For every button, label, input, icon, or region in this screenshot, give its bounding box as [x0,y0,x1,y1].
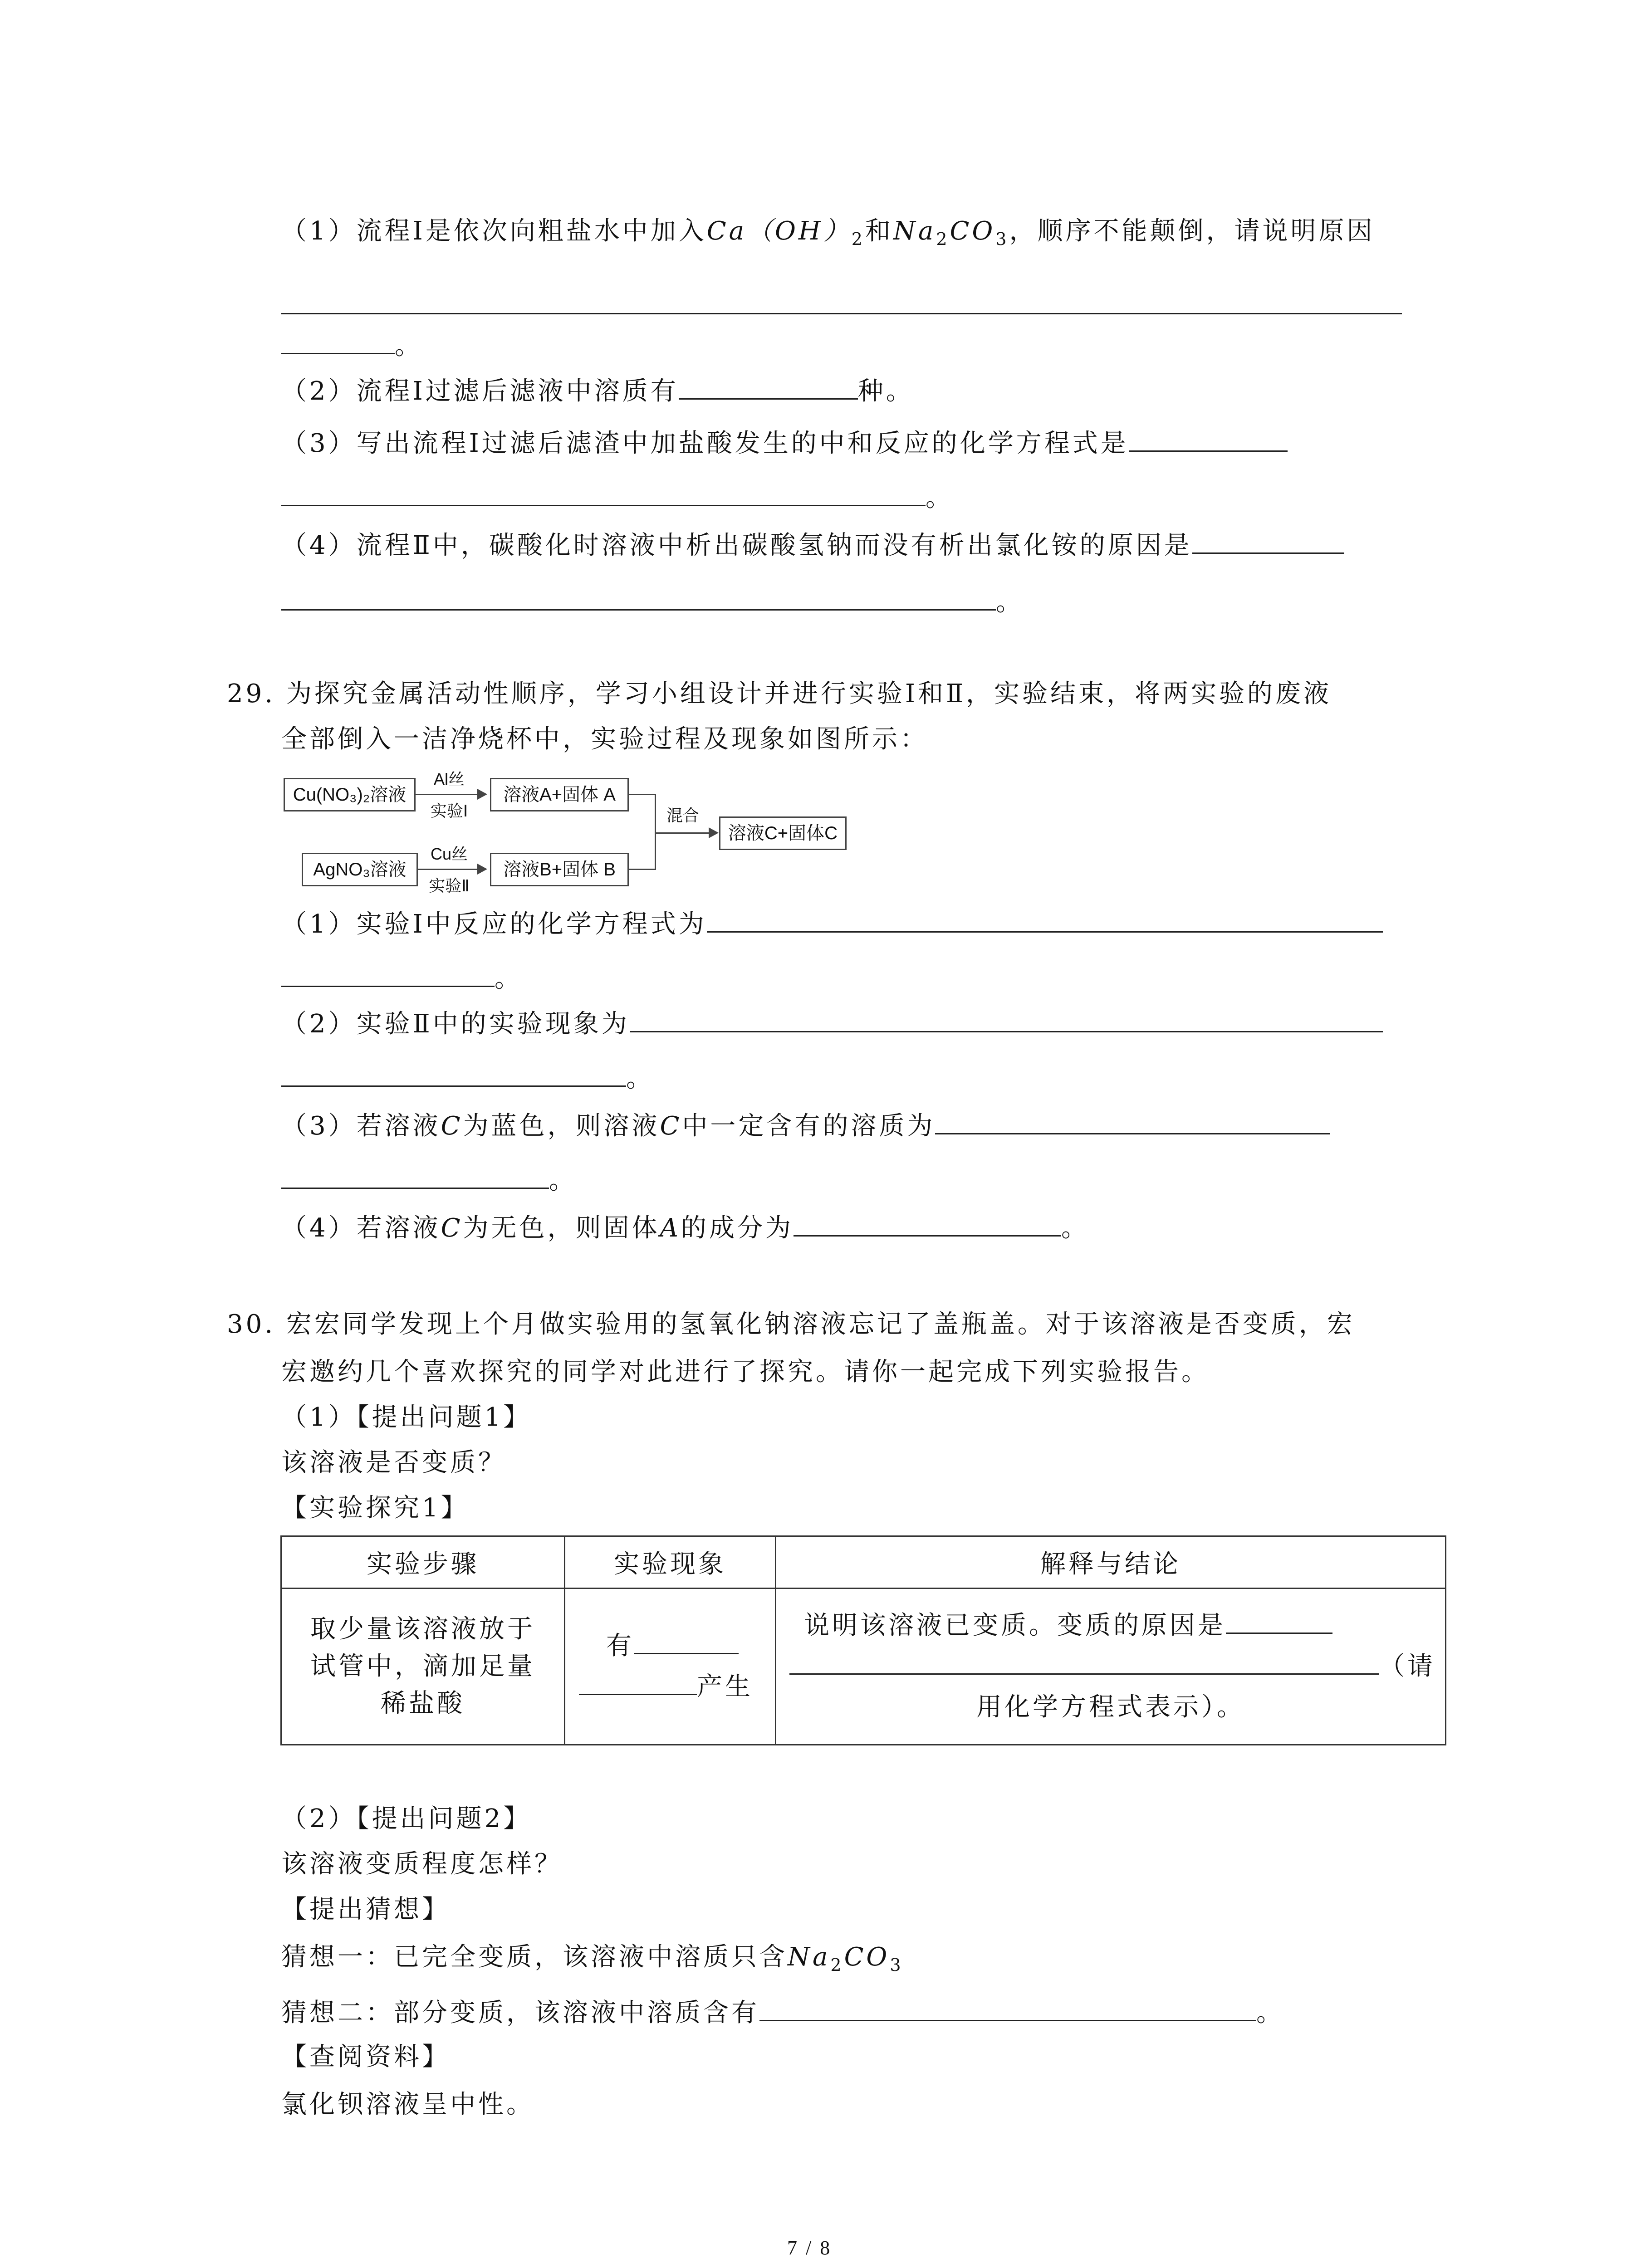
table-header-conclusion: 解释与结论 [776,1536,1446,1589]
mix-label: 混合 [666,806,699,825]
box-solution-a-solid-a: 溶液A+固体 A [490,778,629,811]
q29-stem-line1: 29. 为探究金属活动性顺序，学习小组设计并进行实验Ⅰ和Ⅱ，实验结束，将两实验的废液 [227,679,1332,709]
q30-question1-text: 该溶液是否变质？ [281,1448,506,1477]
arrow2-line [417,869,479,870]
table-cell-steps: 取少量该溶液放于 试管中，滴加足量 稀盐酸 [281,1589,565,1745]
arrow3-head [709,827,719,838]
answer-blank[interactable] [794,1209,1061,1237]
arrow1-line [415,794,479,795]
q30-guess-2: 猜想二：部分变质，该溶液中溶质含有 。 [281,1994,1284,2031]
answer-blank[interactable] [630,1005,1383,1032]
table-cell-conclusion: 说明该溶液已变质。变质的原因是 （请 用化学方程式表示）。 [776,1589,1446,1745]
answer-blank[interactable] [579,1667,697,1695]
q28-part3-end: 。 [281,479,954,516]
answer-blank[interactable] [281,479,926,506]
q29-part2-end: 。 [281,1059,654,1097]
q30-question1-title: （1）【提出问题1】 [281,1403,532,1432]
answer-blank[interactable] [634,1627,739,1654]
q30-question2-text: 该溶液变质程度怎样？ [281,1849,563,1879]
q29-part1: （1）实验Ⅰ中反应的化学方程式为 [281,905,1383,943]
answer-blank[interactable] [281,959,495,987]
box-solution-b-solid-b: 溶液B+固体 B [490,853,629,886]
experiment-table [280,1535,1446,1745]
answer-blank[interactable] [789,1647,1379,1675]
q29-part2: （2）实验Ⅱ中的实验现象为 [281,1005,1383,1042]
q30-guess-title: 【提出猜想】 [281,1895,450,1924]
box-solution-c-solid-c: 溶液C+固体C [719,816,847,850]
q29-part1-end: 。 [281,959,523,997]
q30-stem-line2: 宏邀约几个喜欢探究的同学对此进行了探究。请你一起完成下列实验报告。 [281,1357,1210,1387]
table-header-steps: 实验步骤 [281,1536,565,1589]
q28-answer-blank-1[interactable] [281,313,1402,314]
q28-part4: （4）流程Ⅱ中，碳酸化时溶液中析出碳酸氢钠而没有析出氯化铵的原因是 [281,526,1344,564]
answer-blank[interactable] [759,1994,1256,2021]
q30-info-title: 【查阅资料】 [281,2042,450,2072]
q29-part3-end: 。 [281,1161,577,1199]
q28-part1-end: 。 [281,327,423,364]
arrow1-top-label: Al丝 [433,770,465,788]
page-number: 7 / 8 [787,2237,832,2259]
answer-blank[interactable] [281,583,996,611]
answer-blank[interactable] [707,905,1383,933]
q29-part3: （3）若溶液C为蓝色，则溶液C中一定含有的溶质为 [281,1107,1330,1144]
q30-experiment1-title: 【实验探究1】 [281,1493,469,1523]
table-header-row [281,1536,1446,1589]
q29-stem-line2: 全部倒入一洁净烧杯中，实验过程及现象如图所示： [281,724,928,754]
q28-part1: （1）流程Ⅰ是依次向粗盐水中加入$Ca(OH)_2$和$Na_2CO_3$，顺序不能颠倒，请说明原因 [281,216,1375,249]
q29-part4: （4）若溶液C为无色，则固体A的成分为 。 [281,1209,1089,1246]
box-cu-nitrate-solution: Cu(NO₃)₂溶液 [284,778,416,811]
answer-blank[interactable] [935,1107,1330,1134]
q30-question2-title: （2）【提出问题2】 [281,1804,532,1833]
table-cell-phenomenon: 有 产生 [565,1589,776,1745]
q28-part3: （3）写出流程Ⅰ过滤后滤渣中加盐酸发生的中和反应的化学方程式是 [281,424,1288,462]
q28-part4-end: 。 [281,583,1024,621]
q28-part2: （2）流程Ⅰ过滤后滤液中溶质有 种。 [281,372,914,410]
table-row [281,1589,1446,1745]
answer-blank[interactable] [1192,526,1344,554]
merge-line-top [628,794,656,795]
arrow1-bottom-label: 实验Ⅰ [430,802,468,820]
answer-blank[interactable] [1129,424,1288,452]
arrow2-top-label: Cu丝 [430,845,468,863]
answer-blank[interactable] [281,1161,549,1189]
merge-line-vertical [655,794,656,870]
answer-blank[interactable] [281,327,395,354]
table-header-phenomenon: 实验现象 [565,1536,776,1589]
arrow3-line [656,832,710,834]
arrow2-bottom-label: 实验Ⅱ [429,876,470,895]
q30-guess-1: 猜想一：已完全变质，该溶液中溶质只含$Na_2CO_3$ [281,1942,904,1975]
answer-blank[interactable] [679,372,858,400]
merge-line-bottom [628,869,656,870]
q30-stem-line1: 30. 宏宏同学发现上个月做实验用的氢氧化钠溶液忘记了盖瓶盖。对于该溶液是否变质，宏 [227,1310,1355,1339]
q30-info-text: 氯化钡溶液呈中性。 [281,2090,534,2119]
answer-blank[interactable] [281,1059,626,1087]
answer-blank[interactable] [1226,1606,1332,1634]
box-ag-nitrate-solution: AgNO₃溶液 [302,853,418,886]
